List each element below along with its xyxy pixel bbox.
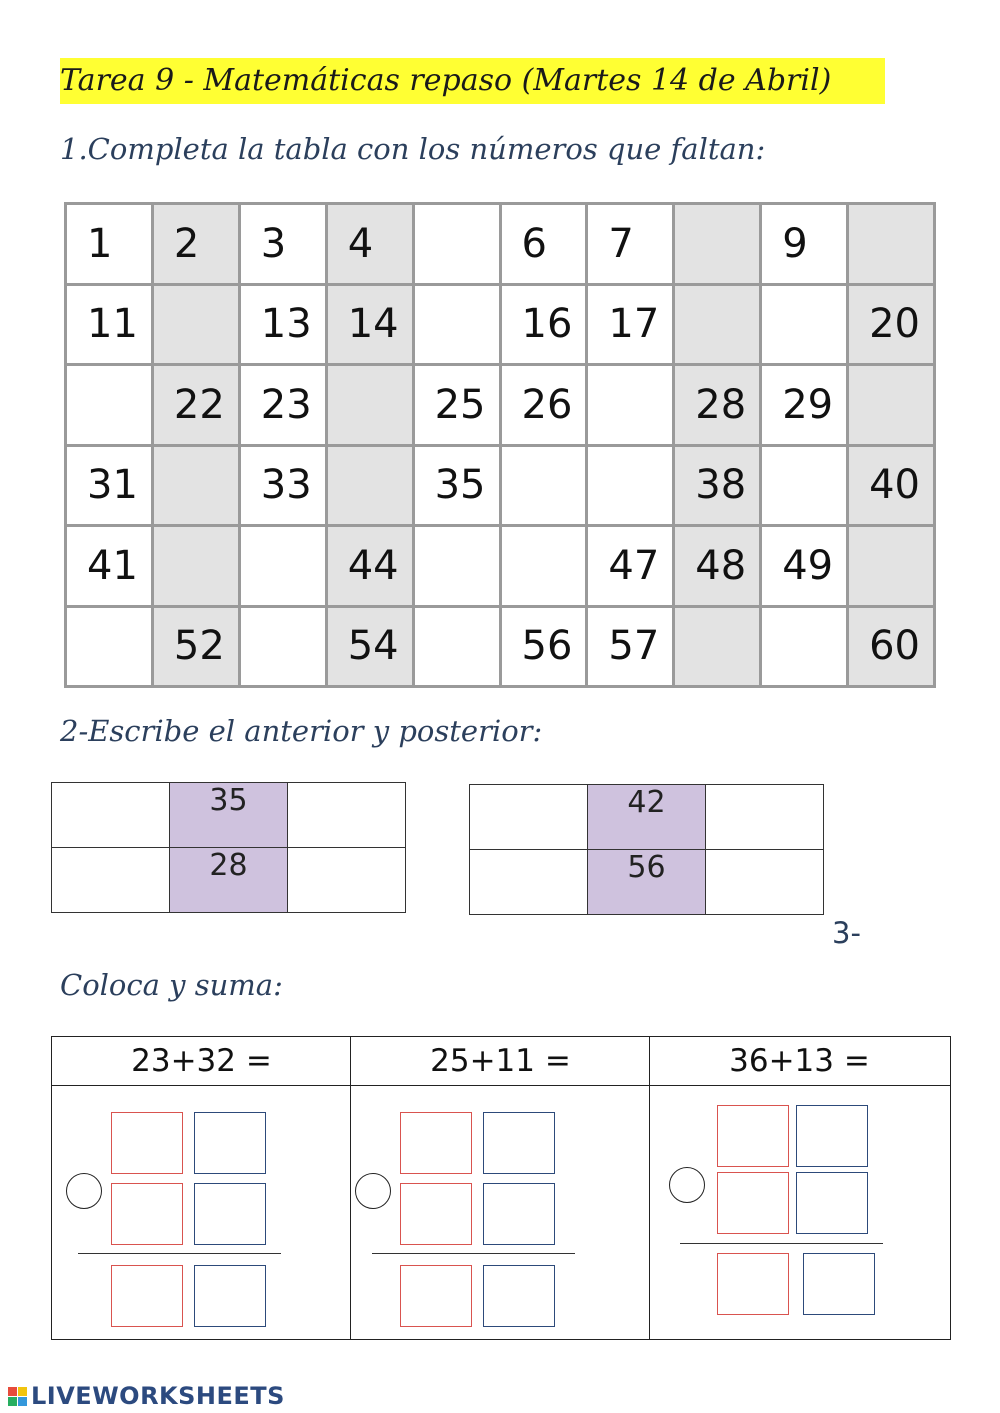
units-box-addend1[interactable] (194, 1112, 266, 1174)
tens-box-addend1[interactable] (111, 1112, 183, 1174)
grid-number: 33 (241, 447, 325, 525)
anterior-input[interactable] (470, 785, 588, 850)
anterior-posterior-table-1 (51, 782, 406, 913)
grid-number: 47 (588, 527, 672, 605)
grid-blank-input[interactable] (762, 286, 846, 364)
section1-heading: 1.Completa la tabla con los números que faltan: (60, 132, 766, 166)
grid-number: 7 (588, 205, 672, 283)
grid-number: 56 (502, 608, 586, 686)
grid-number: 23 (241, 366, 325, 444)
grid-number: 60 (849, 608, 933, 686)
given-number: 35 (170, 783, 288, 848)
problem-1-label: 23+32 = (131, 1043, 272, 1079)
grid-blank-input[interactable] (67, 366, 151, 444)
carry-circle[interactable] (66, 1173, 102, 1209)
grid-blank-input[interactable] (415, 205, 499, 283)
grid-blank-input[interactable] (154, 447, 238, 525)
units-box-result[interactable] (803, 1253, 875, 1315)
grid-number: 11 (67, 286, 151, 364)
units-box-addend1[interactable] (796, 1105, 868, 1167)
grid-blank-input[interactable] (67, 608, 151, 686)
units-box-addend2[interactable] (194, 1183, 266, 1245)
sum-line (372, 1253, 575, 1254)
given-number: 28 (170, 848, 288, 913)
tens-box-result[interactable] (400, 1265, 472, 1327)
grid-number: 14 (328, 286, 412, 364)
grid-number: 25 (415, 366, 499, 444)
grid-blank-input[interactable] (849, 366, 933, 444)
posterior-input[interactable] (706, 850, 824, 915)
grid-blank-input[interactable] (502, 447, 586, 525)
liveworksheets-logo-icon (8, 1387, 27, 1406)
tens-box-addend2[interactable] (111, 1183, 183, 1245)
grid-number: 22 (154, 366, 238, 444)
units-box-result[interactable] (194, 1265, 266, 1327)
tens-box-addend2[interactable] (717, 1172, 789, 1234)
grid-number: 13 (241, 286, 325, 364)
grid-number: 4 (328, 205, 412, 283)
grid-number: 40 (849, 447, 933, 525)
tens-box-result[interactable] (111, 1265, 183, 1327)
footer-brand-text: LIVEWORKSHEETS (31, 1382, 285, 1410)
tens-box-result[interactable] (717, 1253, 789, 1315)
grid-blank-input[interactable] (241, 527, 325, 605)
units-box-addend2[interactable] (796, 1172, 868, 1234)
grid-number: 28 (675, 366, 759, 444)
grid-blank-input[interactable] (675, 608, 759, 686)
addition-table (51, 1036, 951, 1340)
section3-heading: Coloca y suma: (60, 968, 283, 1002)
footer-brand (8, 1382, 285, 1410)
grid-number: 52 (154, 608, 238, 686)
grid-number: 29 (762, 366, 846, 444)
grid-blank-input[interactable] (415, 608, 499, 686)
grid-blank-input[interactable] (588, 366, 672, 444)
grid-blank-input[interactable] (762, 447, 846, 525)
grid-blank-input[interactable] (849, 205, 933, 283)
grid-number: 16 (502, 286, 586, 364)
grid-blank-input[interactable] (502, 527, 586, 605)
grid-blank-input[interactable] (675, 286, 759, 364)
units-box-result[interactable] (483, 1265, 555, 1327)
grid-number: 41 (67, 527, 151, 605)
grid-number: 48 (675, 527, 759, 605)
grid-number: 31 (67, 447, 151, 525)
grid-number: 38 (675, 447, 759, 525)
anterior-input[interactable] (470, 850, 588, 915)
grid-blank-input[interactable] (154, 527, 238, 605)
grid-blank-input[interactable] (675, 205, 759, 283)
grid-number: 20 (849, 286, 933, 364)
grid-number: 17 (588, 286, 672, 364)
grid-number: 3 (241, 205, 325, 283)
hundred-grid (64, 202, 936, 688)
grid-blank-input[interactable] (849, 527, 933, 605)
grid-number: 9 (762, 205, 846, 283)
grid-blank-input[interactable] (762, 608, 846, 686)
tens-box-addend2[interactable] (400, 1183, 472, 1245)
grid-blank-input[interactable] (415, 286, 499, 364)
worksheet-title: Tarea 9 - Matemáticas repaso (Martes 14 de Abril) (60, 58, 885, 104)
carry-circle[interactable] (355, 1173, 391, 1209)
problem-2-label: 25+11 = (430, 1043, 571, 1079)
units-box-addend2[interactable] (483, 1183, 555, 1245)
problem-3-label: 36+13 = (729, 1043, 870, 1079)
grid-number: 1 (67, 205, 151, 283)
grid-number: 49 (762, 527, 846, 605)
section2-heading: 2-Escribe el anterior y posterior: (60, 714, 543, 748)
anterior-posterior-table-2 (469, 784, 824, 915)
column-divider (649, 1037, 650, 1339)
grid-number: 57 (588, 608, 672, 686)
grid-blank-input[interactable] (588, 447, 672, 525)
given-number: 56 (588, 850, 706, 915)
section3-number: 3- (832, 916, 861, 950)
grid-blank-input[interactable] (328, 447, 412, 525)
sum-line (78, 1253, 281, 1254)
posterior-input[interactable] (706, 785, 824, 850)
grid-number: 35 (415, 447, 499, 525)
grid-number: 54 (328, 608, 412, 686)
units-box-addend1[interactable] (483, 1112, 555, 1174)
given-number: 42 (588, 785, 706, 850)
grid-number: 26 (502, 366, 586, 444)
grid-blank-input[interactable] (328, 366, 412, 444)
grid-blank-input[interactable] (154, 286, 238, 364)
column-divider (350, 1037, 351, 1339)
grid-number: 44 (328, 527, 412, 605)
anterior-input[interactable] (52, 783, 170, 848)
tens-box-addend1[interactable] (717, 1105, 789, 1167)
sum-line (680, 1243, 883, 1244)
tens-box-addend1[interactable] (400, 1112, 472, 1174)
grid-number: 6 (502, 205, 586, 283)
posterior-input[interactable] (288, 848, 406, 913)
posterior-input[interactable] (288, 783, 406, 848)
anterior-input[interactable] (52, 848, 170, 913)
grid-blank-input[interactable] (241, 608, 325, 686)
carry-circle[interactable] (669, 1167, 705, 1203)
grid-blank-input[interactable] (415, 527, 499, 605)
grid-number: 2 (154, 205, 238, 283)
